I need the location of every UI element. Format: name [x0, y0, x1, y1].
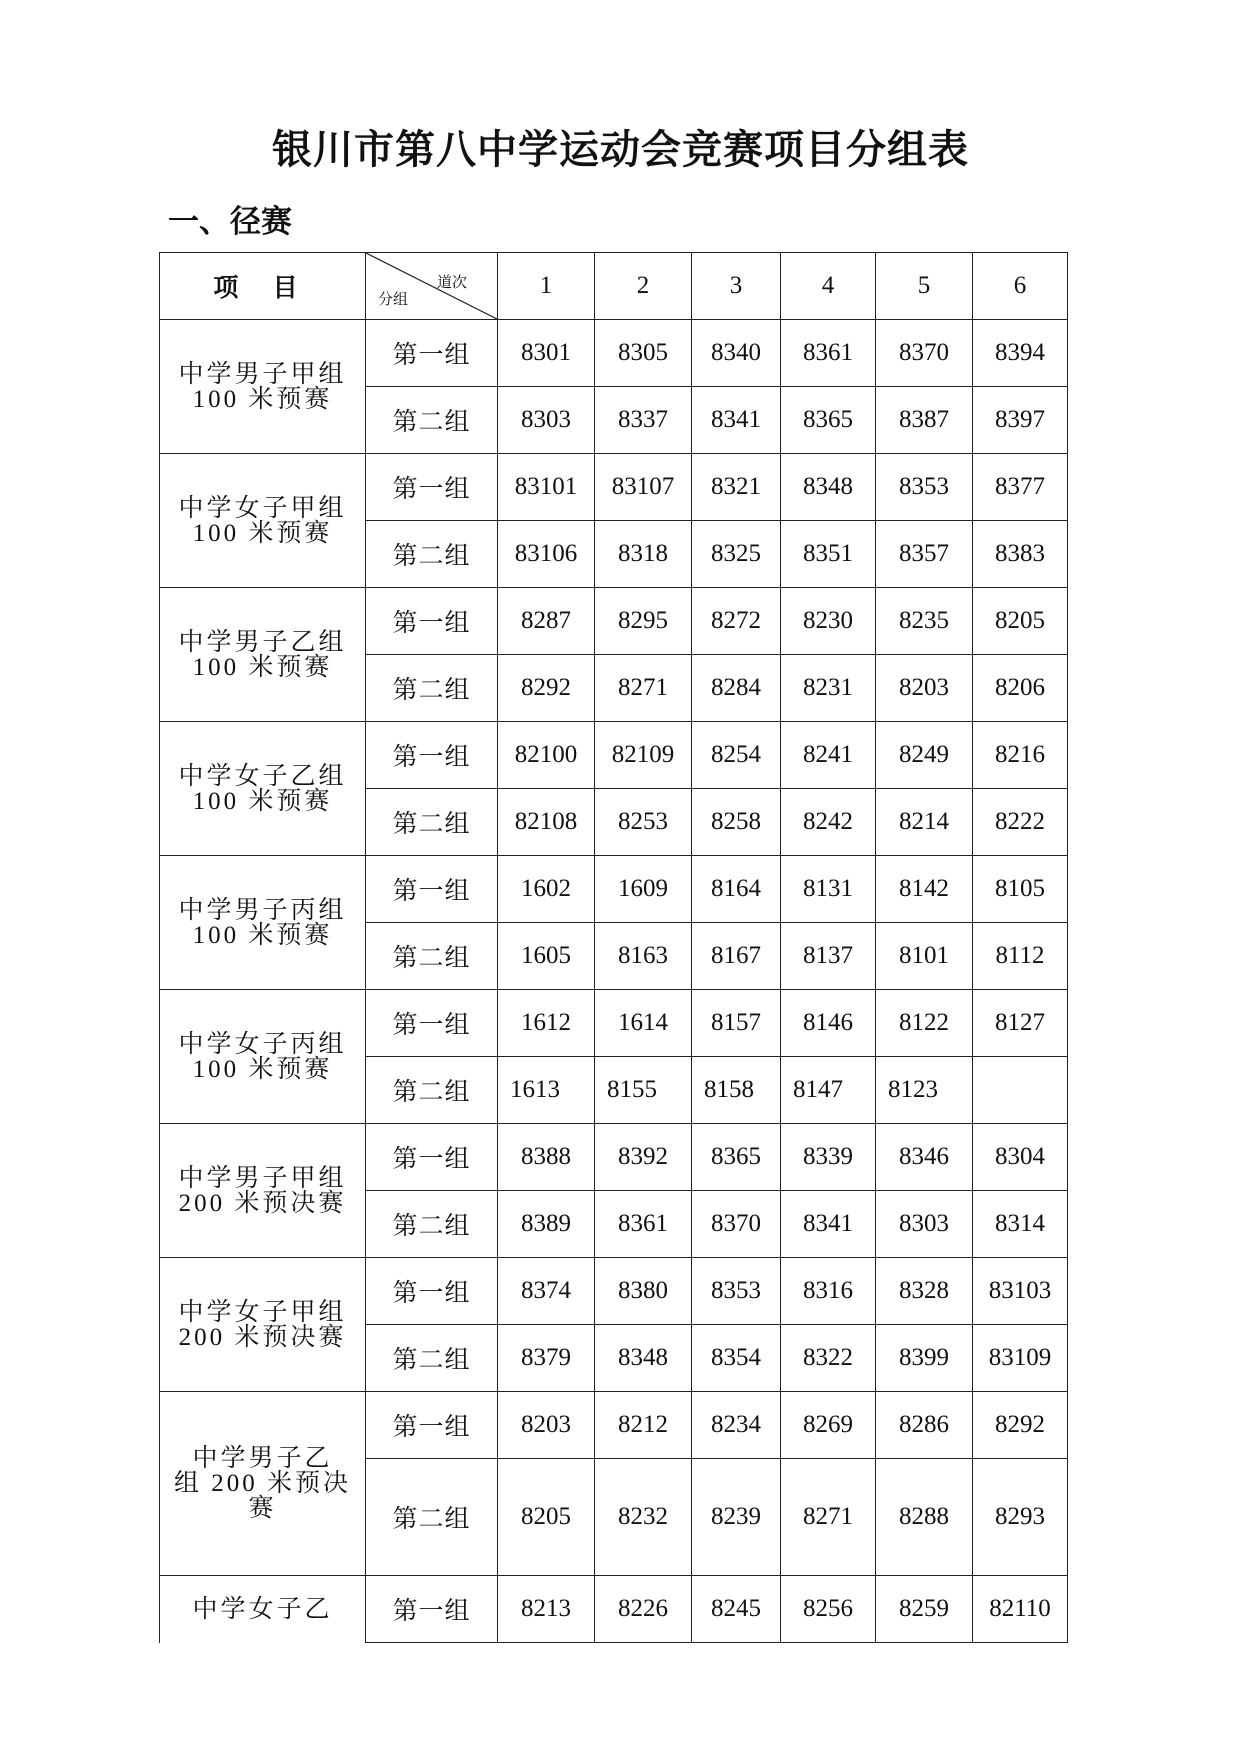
athlete-number: 8230 [781, 588, 876, 655]
athlete-number: 8222 [973, 789, 1068, 856]
athlete-number: 8226 [595, 1576, 692, 1643]
athlete-number: 82108 [498, 789, 595, 856]
event-name [160, 1392, 366, 1576]
table-row [160, 1392, 1068, 1459]
group-label: 第一组 [366, 856, 498, 923]
athlete-number: 8304 [973, 1124, 1068, 1191]
athlete-number: 8232 [595, 1459, 692, 1576]
athlete-number: 8348 [595, 1325, 692, 1392]
group-label: 第二组 [366, 387, 498, 454]
athlete-number: 8348 [781, 454, 876, 521]
group-label: 第一组 [366, 1258, 498, 1325]
athlete-number: 8351 [781, 521, 876, 588]
athlete-number: 8365 [781, 387, 876, 454]
athlete-number: 8127 [973, 990, 1068, 1057]
athlete-number: 8293 [973, 1459, 1068, 1576]
athlete-number: 8203 [498, 1392, 595, 1459]
event-name [160, 1576, 366, 1643]
table-row [160, 856, 1068, 923]
event-name-line: 100 米预赛 [192, 787, 333, 815]
athlete-number: 8303 [498, 387, 595, 454]
athlete-number: 8112 [973, 923, 1068, 990]
header-lane-2: 2 [595, 253, 692, 320]
athlete-number: 8325 [692, 521, 781, 588]
athlete-number: 8158 [692, 1057, 781, 1124]
table-row [160, 722, 1068, 789]
event-name-line: 100 米预赛 [192, 519, 333, 547]
athlete-number: 8205 [973, 588, 1068, 655]
event-name-line: 100 米预赛 [192, 921, 333, 949]
table-row [160, 454, 1068, 521]
group-label: 第二组 [366, 1325, 498, 1392]
event-name-line: 中学女子乙组 [178, 762, 347, 790]
athlete-number: 8353 [876, 454, 973, 521]
table-row [160, 990, 1068, 1057]
athlete-number: 8231 [781, 655, 876, 722]
athlete-number: 8254 [692, 722, 781, 789]
athlete-number: 8328 [876, 1258, 973, 1325]
athlete-number: 8234 [692, 1392, 781, 1459]
event-name-line: 200 米预决赛 [178, 1189, 347, 1217]
athlete-number: 8271 [595, 655, 692, 722]
athlete-number: 8216 [973, 722, 1068, 789]
athlete-number: 82100 [498, 722, 595, 789]
athlete-number [973, 1057, 1068, 1124]
athlete-number: 8258 [692, 789, 781, 856]
athlete-number: 83107 [595, 454, 692, 521]
header-lane-4: 4 [781, 253, 876, 320]
athlete-number: 8292 [973, 1392, 1068, 1459]
group-label: 第一组 [366, 588, 498, 655]
athlete-number: 8147 [781, 1057, 876, 1124]
athlete-number: 8397 [973, 387, 1068, 454]
event-name-line: 中学男子乙组 [178, 628, 347, 656]
header-lane-1: 1 [498, 253, 595, 320]
event-name [160, 588, 366, 722]
athlete-number: 8389 [498, 1191, 595, 1258]
athlete-number: 8380 [595, 1258, 692, 1325]
athlete-number: 1609 [595, 856, 692, 923]
group-label: 第一组 [366, 990, 498, 1057]
athlete-number: 8370 [692, 1191, 781, 1258]
event-name-line: 组 200 米预决 [173, 1470, 351, 1497]
table-row [160, 1258, 1068, 1325]
header-lane-label: 道次 [436, 275, 467, 291]
athlete-number: 8241 [781, 722, 876, 789]
header-lane-3: 3 [692, 253, 781, 320]
event-name-line: 中学男子丙组 [178, 896, 347, 924]
group-label: 第二组 [366, 655, 498, 722]
athlete-number: 8213 [498, 1576, 595, 1643]
table-row [160, 1124, 1068, 1191]
athlete-number: 8379 [498, 1325, 595, 1392]
group-label: 第二组 [366, 1459, 498, 1576]
event-name-line: 赛 [248, 1495, 277, 1522]
athlete-number: 8142 [876, 856, 973, 923]
athlete-number: 8239 [692, 1459, 781, 1576]
event-name-line: 100 米预赛 [192, 1055, 333, 1083]
athlete-number: 8341 [692, 387, 781, 454]
athlete-number: 8305 [595, 320, 692, 387]
athlete-number: 8105 [973, 856, 1068, 923]
athlete-number: 8214 [876, 789, 973, 856]
athlete-number: 8259 [876, 1576, 973, 1643]
athlete-number: 1614 [595, 990, 692, 1057]
athlete-number: 8314 [973, 1191, 1068, 1258]
athlete-number: 8167 [692, 923, 781, 990]
athlete-number: 8295 [595, 588, 692, 655]
athlete-number: 8164 [692, 856, 781, 923]
athlete-number: 8357 [876, 521, 973, 588]
athlete-number: 8206 [973, 655, 1068, 722]
event-name-line: 200 米预决赛 [178, 1323, 347, 1351]
group-label: 第二组 [366, 789, 498, 856]
page-title: 银川市第八中学运动会竞赛项目分组表 [272, 127, 969, 173]
athlete-number: 8392 [595, 1124, 692, 1191]
athlete-number: 83109 [973, 1325, 1068, 1392]
athlete-number: 8340 [692, 320, 781, 387]
athlete-number: 8253 [595, 789, 692, 856]
athlete-number: 8287 [498, 588, 595, 655]
event-name [160, 722, 366, 856]
athlete-number: 1613 [498, 1057, 595, 1124]
athlete-number: 8205 [498, 1459, 595, 1576]
table-row [160, 320, 1068, 387]
event-name-line: 中学男子甲组 [178, 1164, 347, 1192]
athlete-number: 8339 [781, 1124, 876, 1191]
athlete-number: 8203 [876, 655, 973, 722]
athlete-number: 8157 [692, 990, 781, 1057]
header-lane-6: 6 [973, 253, 1068, 320]
athlete-number: 8322 [781, 1325, 876, 1392]
athlete-number: 8341 [781, 1191, 876, 1258]
athlete-number: 8353 [692, 1258, 781, 1325]
athlete-number: 1612 [498, 990, 595, 1057]
header-lane-5: 5 [876, 253, 973, 320]
event-name [160, 990, 366, 1124]
header-item: 项 目 [160, 253, 366, 320]
group-label: 第二组 [366, 521, 498, 588]
athlete-number: 1602 [498, 856, 595, 923]
table-row [160, 588, 1068, 655]
schedule-table [159, 252, 1068, 1643]
athlete-number: 8286 [876, 1392, 973, 1459]
athlete-number: 8399 [876, 1325, 973, 1392]
athlete-number: 8303 [876, 1191, 973, 1258]
athlete-number: 8284 [692, 655, 781, 722]
athlete-number: 8370 [876, 320, 973, 387]
diagonal-line [366, 253, 497, 319]
group-label: 第一组 [366, 1392, 498, 1459]
group-label: 第二组 [366, 923, 498, 990]
event-name [160, 856, 366, 990]
athlete-number: 8365 [692, 1124, 781, 1191]
table-row [160, 1576, 1068, 1643]
event-name-line: 中学男子甲组 [178, 360, 347, 388]
athlete-number: 8354 [692, 1325, 781, 1392]
athlete-number: 8123 [876, 1057, 973, 1124]
athlete-number: 8269 [781, 1392, 876, 1459]
event-name [160, 1124, 366, 1258]
athlete-number: 8301 [498, 320, 595, 387]
athlete-number: 8146 [781, 990, 876, 1057]
athlete-number: 8122 [876, 990, 973, 1057]
athlete-number: 8242 [781, 789, 876, 856]
athlete-number: 8388 [498, 1124, 595, 1191]
event-name [160, 1258, 366, 1392]
athlete-number: 8292 [498, 655, 595, 722]
group-label: 第二组 [366, 1057, 498, 1124]
athlete-number: 8101 [876, 923, 973, 990]
athlete-number: 8131 [781, 856, 876, 923]
athlete-number: 8374 [498, 1258, 595, 1325]
athlete-number: 8256 [781, 1576, 876, 1643]
athlete-number: 8271 [781, 1459, 876, 1576]
athlete-number: 8361 [595, 1191, 692, 1258]
event-name [160, 320, 366, 454]
event-name-line: 中学女子丙组 [178, 1030, 347, 1058]
athlete-number: 8316 [781, 1258, 876, 1325]
athlete-number: 8318 [595, 521, 692, 588]
group-label: 第二组 [366, 1191, 498, 1258]
athlete-number: 8272 [692, 588, 781, 655]
event-name-line: 中学女子乙 [192, 1595, 333, 1623]
event-name [160, 454, 366, 588]
athlete-number: 83103 [973, 1258, 1068, 1325]
event-name-line: 100 米预赛 [192, 653, 333, 681]
athlete-number: 8337 [595, 387, 692, 454]
group-label: 第一组 [366, 722, 498, 789]
event-name-line: 中学女子甲组 [178, 494, 347, 522]
athlete-number: 8361 [781, 320, 876, 387]
athlete-number: 8288 [876, 1459, 973, 1576]
group-label: 第一组 [366, 1124, 498, 1191]
athlete-number: 8245 [692, 1576, 781, 1643]
athlete-number: 8249 [876, 722, 973, 789]
athlete-number: 8383 [973, 521, 1068, 588]
athlete-number: 8235 [876, 588, 973, 655]
athlete-number: 8212 [595, 1392, 692, 1459]
athlete-number: 8394 [973, 320, 1068, 387]
athlete-number: 82110 [973, 1576, 1068, 1643]
header-group-label: 分组 [378, 292, 409, 308]
header-diagonal [366, 253, 498, 320]
athlete-number: 83101 [498, 454, 595, 521]
athlete-number: 8387 [876, 387, 973, 454]
athlete-number: 8346 [876, 1124, 973, 1191]
event-name-line: 100 米预赛 [192, 385, 333, 413]
athlete-number: 82109 [595, 722, 692, 789]
group-label: 第一组 [366, 454, 498, 521]
athlete-number: 8321 [692, 454, 781, 521]
athlete-number: 8377 [973, 454, 1068, 521]
athlete-number: 8163 [595, 923, 692, 990]
athlete-number: 83106 [498, 521, 595, 588]
athlete-number: 1605 [498, 923, 595, 990]
header-row [160, 253, 1068, 320]
group-label: 第一组 [366, 1576, 498, 1643]
group-label: 第一组 [366, 320, 498, 387]
athlete-number: 8137 [781, 923, 876, 990]
event-name-line: 中学女子甲组 [178, 1298, 347, 1326]
event-name-line: 中学男子乙 [192, 1445, 333, 1472]
section-heading: 一、径赛 [168, 204, 292, 240]
athlete-number: 8155 [595, 1057, 692, 1124]
